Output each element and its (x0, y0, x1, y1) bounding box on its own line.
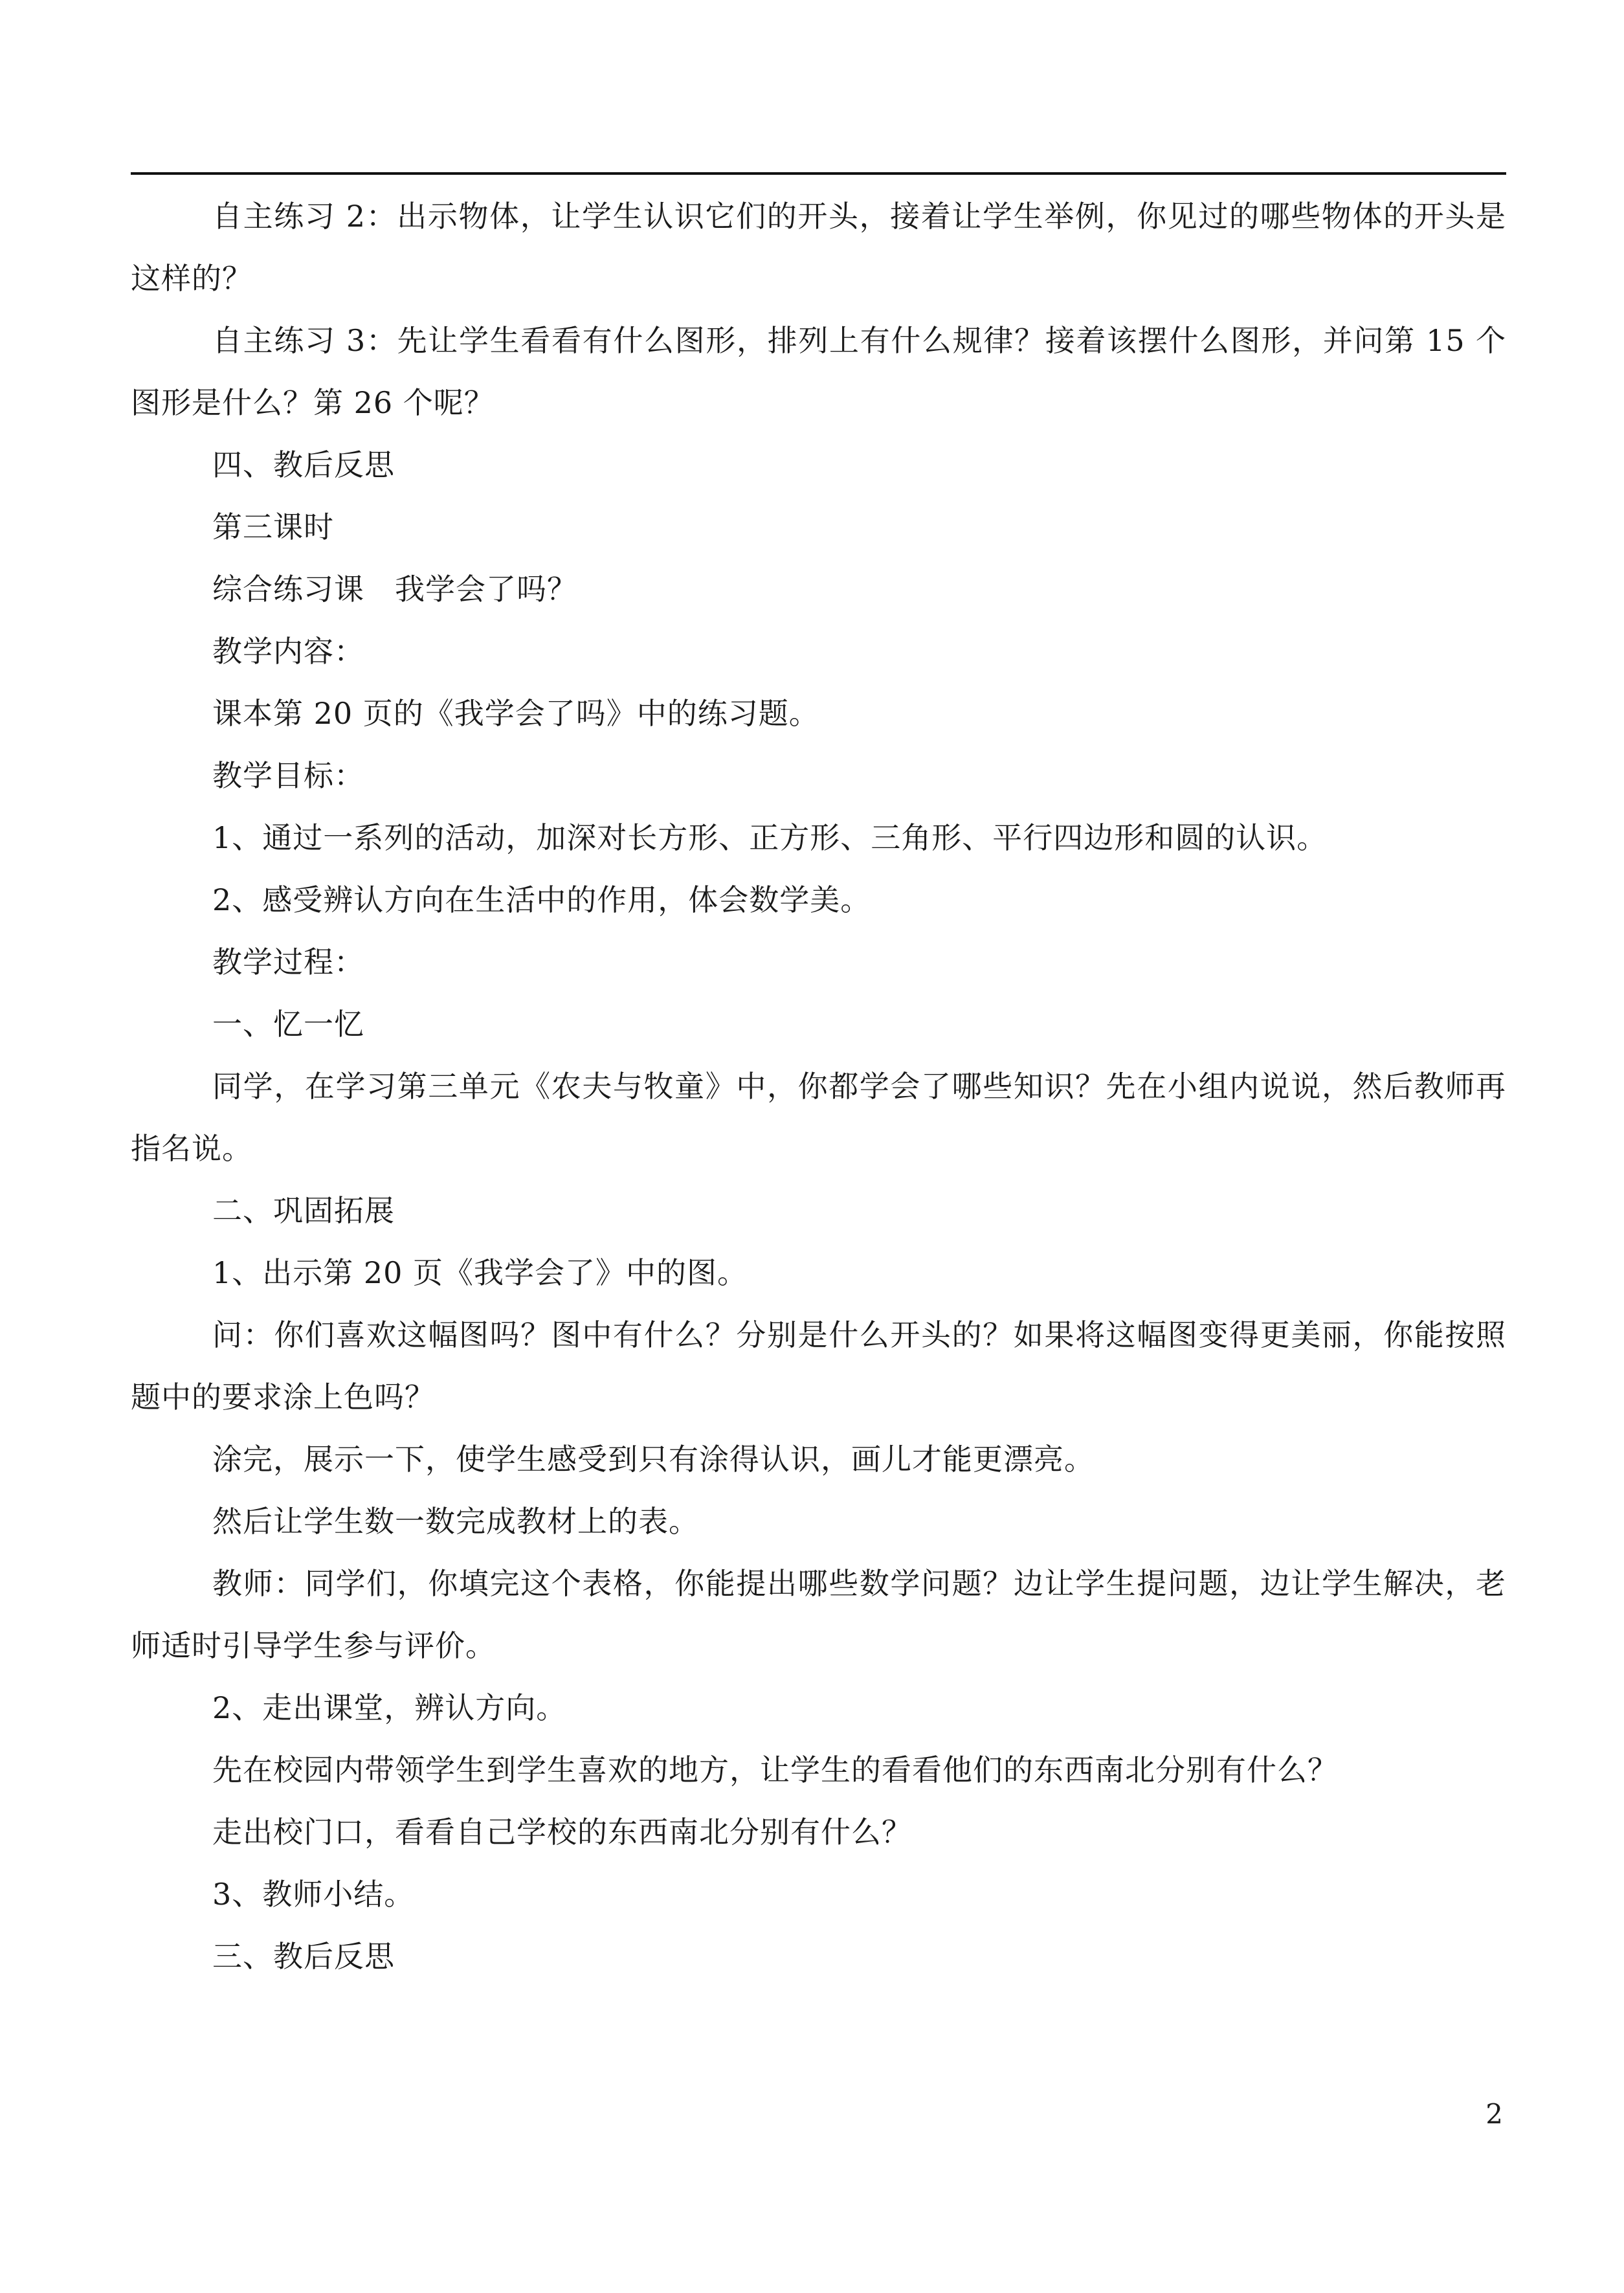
process-item-1: 1、出示第 20 页《我学会了》中的图。 (212, 1255, 748, 1290)
document-body (131, 185, 1506, 1987)
page-number: 2 (1485, 2098, 1503, 2130)
paragraph-campus: 先在校园内带领学生到学生喜欢的地方，让学生的看看他们的东西南北分别有什么？ (212, 1752, 1338, 1787)
heading-reflection-4: 四、教后反思 (212, 447, 395, 482)
process-item-2: 2、走出课堂，辨认方向。 (212, 1690, 567, 1725)
heading-teaching-process: 教学过程： (212, 945, 364, 979)
paragraph-practice-2: 自主练习 2：出示物体，让学生认识它们的开头，接着让学生举例，你见过的哪些物体的开头是这样的？ (131, 199, 1506, 296)
goal-item-1: 1、通过一系列的活动，加深对长方形、正方形、三角形、平行四边形和圆的认识。 (212, 820, 1328, 855)
heading-teaching-content: 教学内容： (212, 634, 364, 669)
heading-recall: 一、忆一忆 (212, 1007, 364, 1042)
paragraph-coloring: 涂完，展示一下，使学生感受到只有涂得认识，画儿才能更漂亮。 (212, 1442, 1095, 1477)
heading-reflection-3: 三、教后反思 (212, 1939, 395, 1974)
paragraph-practice-3: 自主练习 3：先让学生看看有什么图形，排列上有什么规律？接着该摆什么图形，并问第 15 个图形是什么？第 26 个呢？ (131, 323, 1506, 420)
goal-item-2: 2、感受辨认方向在生活中的作用，体会数学美。 (212, 882, 871, 917)
paragraph-school-gate: 走出校门口，看看自己学校的东西南北分别有什么？ (212, 1815, 912, 1850)
header-rule (131, 172, 1506, 175)
process-item-3: 3、教师小结。 (212, 1877, 415, 1912)
lesson-title: 综合练习课 我学会了吗？ (212, 572, 577, 607)
heading-third-lesson: 第三课时 (212, 509, 334, 544)
heading-consolidate: 二、巩固拓展 (212, 1193, 395, 1228)
heading-teaching-goals: 教学目标： (212, 758, 364, 793)
paragraph-count-table: 然后让学生数一数完成教材上的表。 (212, 1504, 699, 1539)
paragraph-question: 问：你们喜欢这幅图吗？图中有什么？分别是什么开头的？如果将这幅图变得更美丽，你能按照题中的要求涂上色吗？ (131, 1317, 1506, 1415)
paragraph-recall: 同学，在学习第三单元《农夫与牧童》中，你都学会了哪些知识？先在小组内说说，然后教师再指名说。 (131, 1069, 1506, 1166)
paragraph-teacher-prompt: 教师：同学们，你填完这个表格，你能提出哪些数学问题？边让学生提问题，边让学生解决，老师适时引导学生参与评价。 (131, 1566, 1506, 1663)
paragraph-teaching-content: 课本第 20 页的《我学会了吗》中的练习题。 (212, 696, 819, 731)
